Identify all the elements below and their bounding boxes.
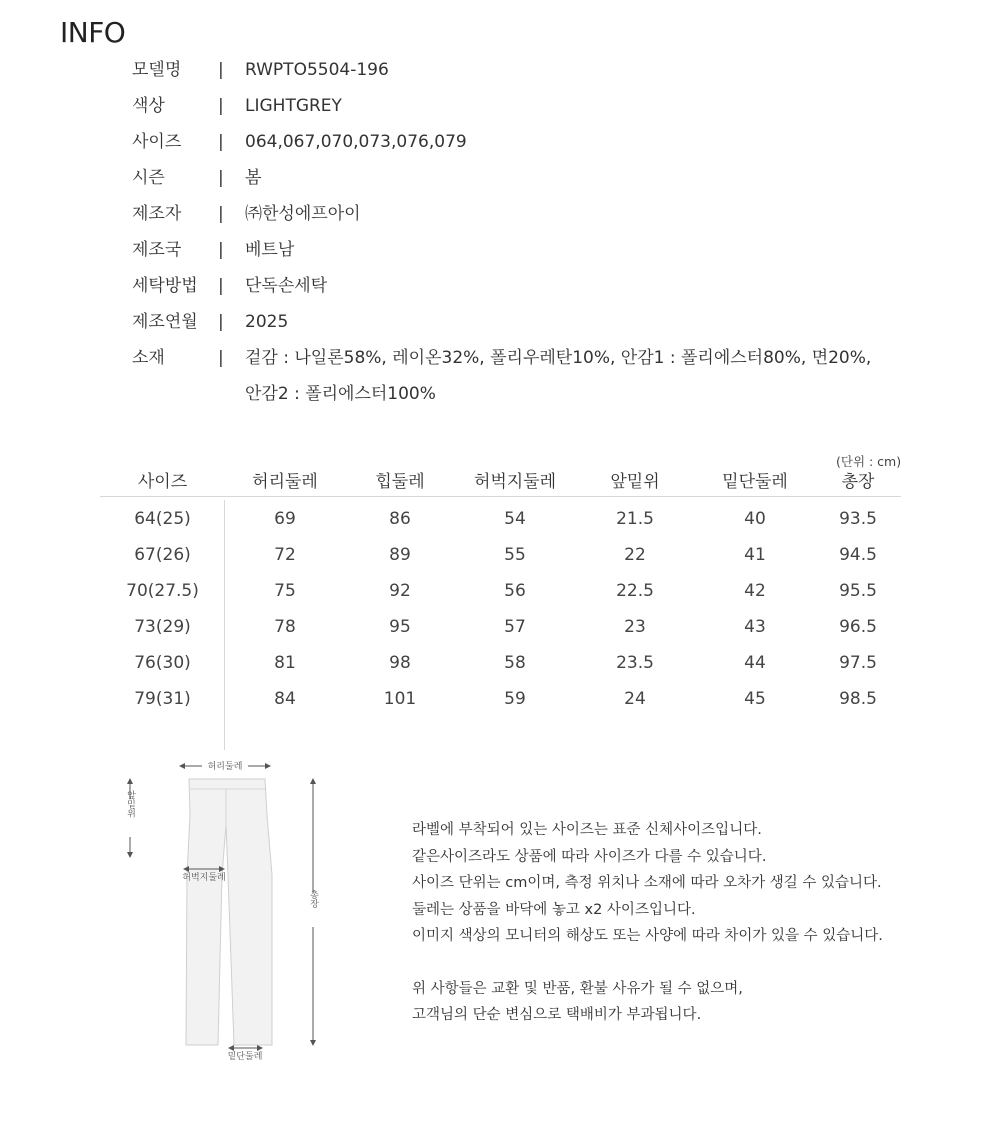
info-row-season	[132, 160, 932, 196]
waist-label: 허리둘레	[207, 762, 243, 772]
note-line: 사이즈 단위는 cm이며, 측정 위치나 소재에 따라 오차가 생길 수 있습니다.	[412, 875, 882, 891]
info-label: 소재	[132, 348, 165, 368]
table-cell: 58	[504, 653, 526, 673]
table-cell: 22.5	[616, 581, 654, 601]
header-hem: 밑단둘레	[722, 472, 788, 492]
table-cell: 76(30)	[134, 653, 191, 673]
table-cell: 94.5	[839, 545, 877, 565]
info-label: 시즌	[132, 168, 165, 188]
table-cell: 84	[274, 689, 296, 709]
table-cell: 45	[744, 689, 766, 709]
table-cell: 57	[504, 617, 526, 637]
table-row	[100, 645, 901, 681]
table-cell: 95	[389, 617, 411, 637]
note-line: 위 사항들은 교환 및 반품, 환불 사유가 될 수 없으며,	[412, 980, 743, 997]
notes	[412, 817, 883, 1029]
table-body	[100, 497, 901, 717]
info-label: 색상	[132, 96, 165, 116]
front-rise-label: 앞밑위	[125, 790, 135, 818]
table-cell: 95.5	[839, 581, 877, 601]
table-cell: 70(27.5)	[126, 581, 199, 601]
table-cell: 40	[744, 509, 766, 529]
table-cell: 79(31)	[134, 689, 191, 709]
table-cell: 89	[389, 545, 411, 565]
note-line: 이미지 색상의 모니터의 해상도 또는 사양에 따라 차이가 있을 수 있습니다.	[412, 928, 883, 944]
material-line-2: 안감2 : 폴리에스터100%	[245, 384, 436, 404]
header-length: 총장	[841, 472, 875, 492]
info-value: 2025	[245, 312, 289, 332]
table-cell: 23	[624, 617, 646, 637]
length-label: 총장	[308, 890, 318, 908]
info-value: RWPTO5504-196	[245, 60, 389, 80]
info-separator: |	[218, 96, 224, 116]
header-rise: 앞밑위	[610, 472, 660, 492]
info-value: 봄	[245, 168, 262, 188]
table-cell: 81	[274, 653, 296, 673]
table-cell: 72	[274, 545, 296, 565]
info-separator: |	[218, 312, 224, 332]
info-separator: |	[218, 60, 224, 80]
table-cell: 69	[274, 509, 296, 529]
table-cell: 98	[389, 653, 411, 673]
info-value	[245, 340, 932, 412]
table-cell: 42	[744, 581, 766, 601]
info-separator: |	[218, 348, 224, 368]
info-value: 베트남	[245, 240, 295, 260]
info-separator: |	[218, 276, 224, 296]
header-waist: 허리둘레	[252, 472, 318, 492]
header-hip: 힙둘레	[375, 472, 425, 492]
info-value: LIGHTGREY	[245, 96, 342, 116]
header-size: 사이즈	[137, 472, 188, 492]
info-value: 064,067,070,073,076,079	[245, 132, 467, 152]
info-separator: |	[218, 204, 224, 224]
table-row	[100, 573, 901, 609]
info-label: 세탁방법	[132, 276, 198, 296]
table-cell: 73(29)	[134, 617, 191, 637]
table-cell: 101	[383, 689, 417, 709]
material-line-1: 겉감 : 나일론58%, 레이온32%, 폴리우레탄10%, 안감1 : 폴리에스터80%, 면20%,	[245, 348, 872, 368]
pants-illustration	[186, 779, 272, 1045]
table-header	[100, 468, 901, 497]
note-gap	[412, 950, 883, 976]
info-row-material	[132, 340, 932, 412]
table-cell: 98.5	[839, 689, 877, 709]
table-cell: 23.5	[616, 653, 654, 673]
info-label: 사이즈	[132, 132, 182, 152]
info-row-color	[132, 88, 932, 124]
info-value: ㈜한성에프아이	[245, 204, 361, 224]
pants-measurement-diagram	[110, 755, 360, 1075]
table-cell: 96.5	[839, 617, 877, 637]
table-cell: 78	[274, 617, 296, 637]
table-cell: 55	[504, 545, 526, 565]
table-cell: 67(26)	[134, 545, 191, 565]
table-cell: 22	[624, 545, 646, 565]
note-line: 고객님의 단순 변심으로 택배비가 부과됩니다.	[412, 1007, 702, 1023]
unit-note: (단위 : cm)	[836, 454, 902, 469]
note-line: 둘레는 상품을 바닥에 놓고 x2 사이즈입니다.	[412, 901, 696, 918]
table-cell: 92	[389, 581, 411, 601]
info-row-country	[132, 232, 932, 268]
info-value: 단독손세탁	[245, 276, 328, 296]
info-row-model	[132, 52, 932, 88]
table-cell: 43	[744, 617, 766, 637]
table-row	[100, 609, 901, 645]
info-label: 모델명	[132, 60, 182, 80]
thigh-label: 허벅지둘레	[182, 873, 226, 883]
table-cell: 21.5	[616, 509, 654, 529]
info-label: 제조연월	[132, 312, 198, 332]
info-row-size	[132, 124, 932, 160]
table-cell: 86	[389, 509, 411, 529]
info-label: 제조국	[132, 240, 182, 260]
table-cell: 54	[504, 509, 526, 529]
info-separator: |	[218, 168, 224, 188]
info-separator: |	[218, 132, 224, 152]
column-divider	[224, 500, 225, 750]
info-label: 제조자	[132, 204, 182, 224]
table-row	[100, 537, 901, 573]
table-cell: 44	[744, 653, 766, 673]
table-cell: 24	[624, 689, 646, 709]
info-title: INFO	[60, 16, 126, 49]
info-row-manufacturer	[132, 196, 932, 232]
info-row-date	[132, 304, 932, 340]
table-cell: 97.5	[839, 653, 877, 673]
header-thigh: 허벅지둘레	[473, 472, 557, 492]
table-row	[100, 681, 901, 717]
table-cell: 64(25)	[134, 509, 191, 529]
table-cell: 41	[744, 545, 766, 565]
info-separator: |	[218, 240, 224, 260]
info-row-washing	[132, 268, 932, 304]
note-line: 라벨에 부착되어 있는 사이즈는 표준 신체사이즈입니다.	[412, 822, 762, 838]
info-list	[132, 52, 932, 412]
table-cell: 75	[274, 581, 296, 601]
table-cell: 56	[504, 581, 526, 601]
size-table	[100, 468, 901, 717]
table-cell: 93.5	[839, 509, 877, 529]
table-row	[100, 501, 901, 537]
hem-label: 밑단둘레	[227, 1052, 263, 1062]
table-cell: 59	[504, 689, 526, 709]
note-line: 같은사이즈라도 상품에 따라 사이즈가 다를 수 있습니다.	[412, 848, 767, 865]
